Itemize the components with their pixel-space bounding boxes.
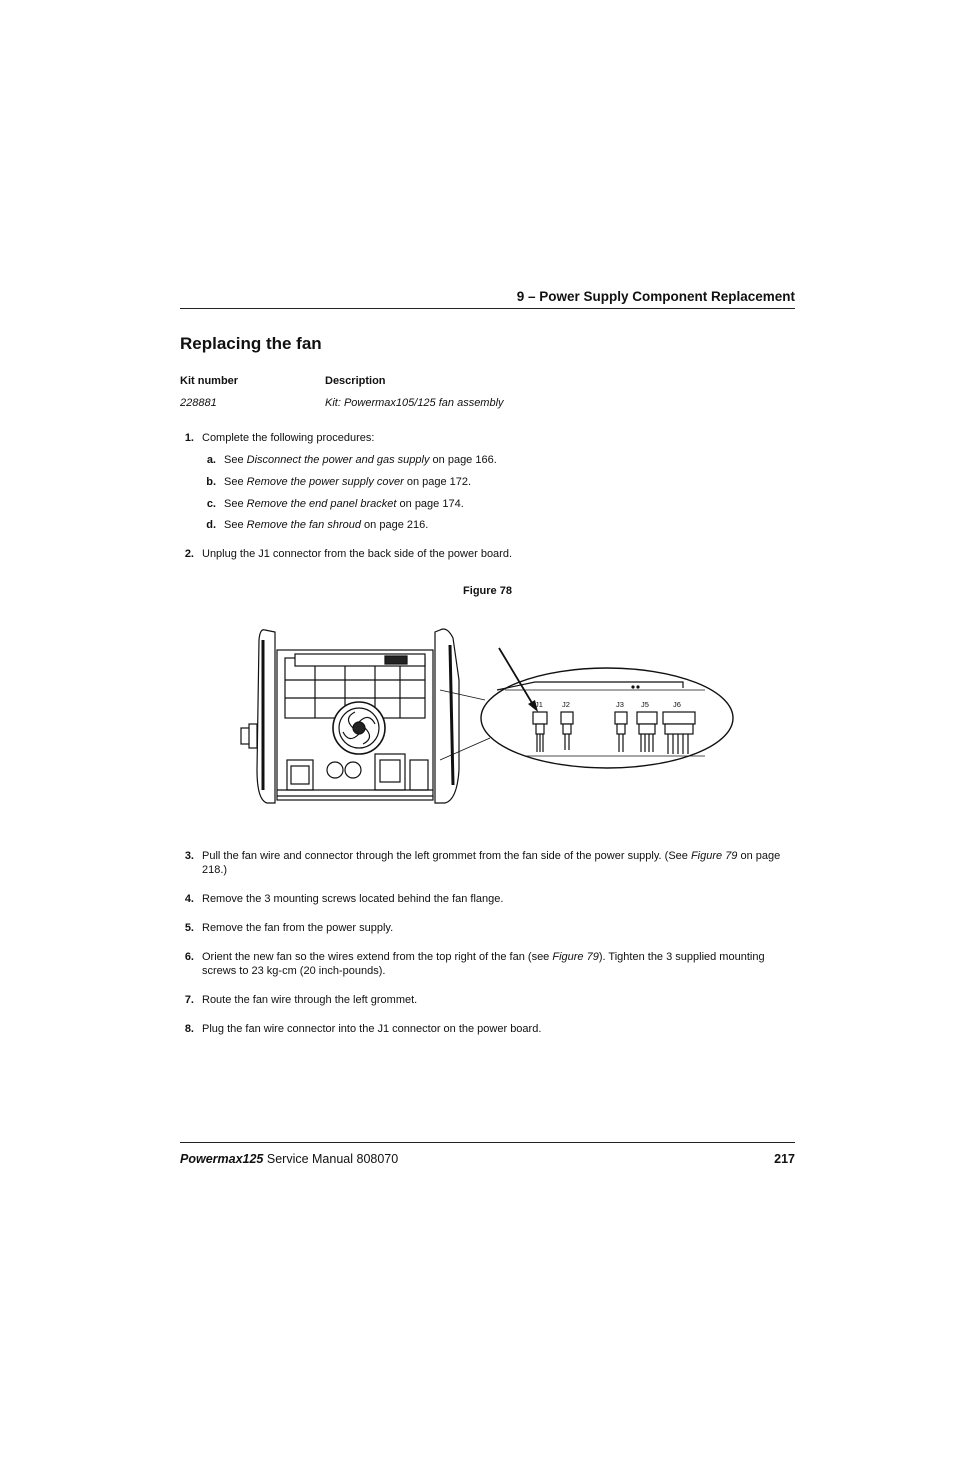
connector-label-j6: J6 [673,700,681,709]
substep-post: on page 166. [429,454,497,466]
step-number: 6. [184,951,194,963]
substep-letter: c. [206,498,216,510]
power-supply-illustration [235,620,735,810]
cross-reference-link[interactable]: Disconnect the power and gas supply [246,454,430,466]
substep-post: on page 174. [396,498,464,510]
step-pre: Orient the new fan so the wires extend from the top right of the fan (see [202,951,553,963]
manual-id: Service Manual 808070 [263,1152,399,1166]
step-post: ). Tighten the 3 supplied mounting screws to 23 kg-cm (20 inch-pounds). [202,951,765,977]
step-number: 8. [184,1023,194,1035]
connector-label-j5: J5 [641,700,649,709]
step-number: 3. [184,850,194,862]
kit-number-header: Kit number [180,375,239,387]
step-pre: Pull the fan wire and connector through the left grommet from the fan side of the power supply. (See [202,850,691,862]
cross-reference-link[interactable]: Remove the power supply cover [246,476,404,488]
step-number: 2. [184,548,194,560]
substep-letter: a. [206,454,216,466]
page-number: 217 [774,1152,795,1166]
section-title: Replacing the fan [180,334,322,353]
connector-label-j1: J1 [535,700,543,709]
substep-letter: b. [206,476,216,488]
cross-reference-link[interactable]: Remove the fan shroud [246,519,361,531]
step-number: 1. [184,432,194,444]
kit-number-value: 228881 [180,397,217,409]
substep-letter: d. [206,519,216,531]
cross-reference-link[interactable]: Figure 79 [552,951,599,963]
step-number: 4. [184,893,194,905]
product-brand: Powermax125 [180,1152,264,1166]
kit-description-value: Kit: Powermax105/125 fan assembly [325,397,504,409]
cross-reference-link[interactable]: Figure 79 [690,850,738,862]
connector-label-j3: J3 [616,700,624,709]
step-text: Complete the following procedures: [202,432,375,444]
figure-caption: Figure 78 [463,585,512,597]
page-footer [180,1152,795,1166]
step-number: 5. [184,922,194,934]
step-text: Unplug the J1 connector from the back side of the power board. [202,548,513,560]
step-text: Plug the fan wire connector into the J1 connector on the power board. [202,1023,542,1035]
step-text: Remove the fan from the power supply. [202,922,394,934]
header-rule [180,308,795,309]
step-text: Remove the 3 mounting screws located behind the fan flange. [202,893,504,905]
substep-pre: See [224,498,247,510]
footer-rule [180,1142,795,1143]
chapter-header: 9 – Power Supply Component Replacement [516,289,795,304]
substep-pre: See [224,454,247,466]
substep-pre: See [224,476,247,488]
step-text: Route the fan wire through the left grommet. [202,994,418,1006]
step-post: on page 218.) [202,850,781,876]
substep-pre: See [224,519,247,531]
description-header: Description [325,375,386,387]
cross-reference-link[interactable]: Remove the end panel bracket [246,498,397,510]
substep-post: on page 172. [403,476,472,488]
substep-post: on page 216. [361,519,429,531]
connector-label-j2: J2 [562,700,570,709]
step-number: 7. [184,994,194,1006]
